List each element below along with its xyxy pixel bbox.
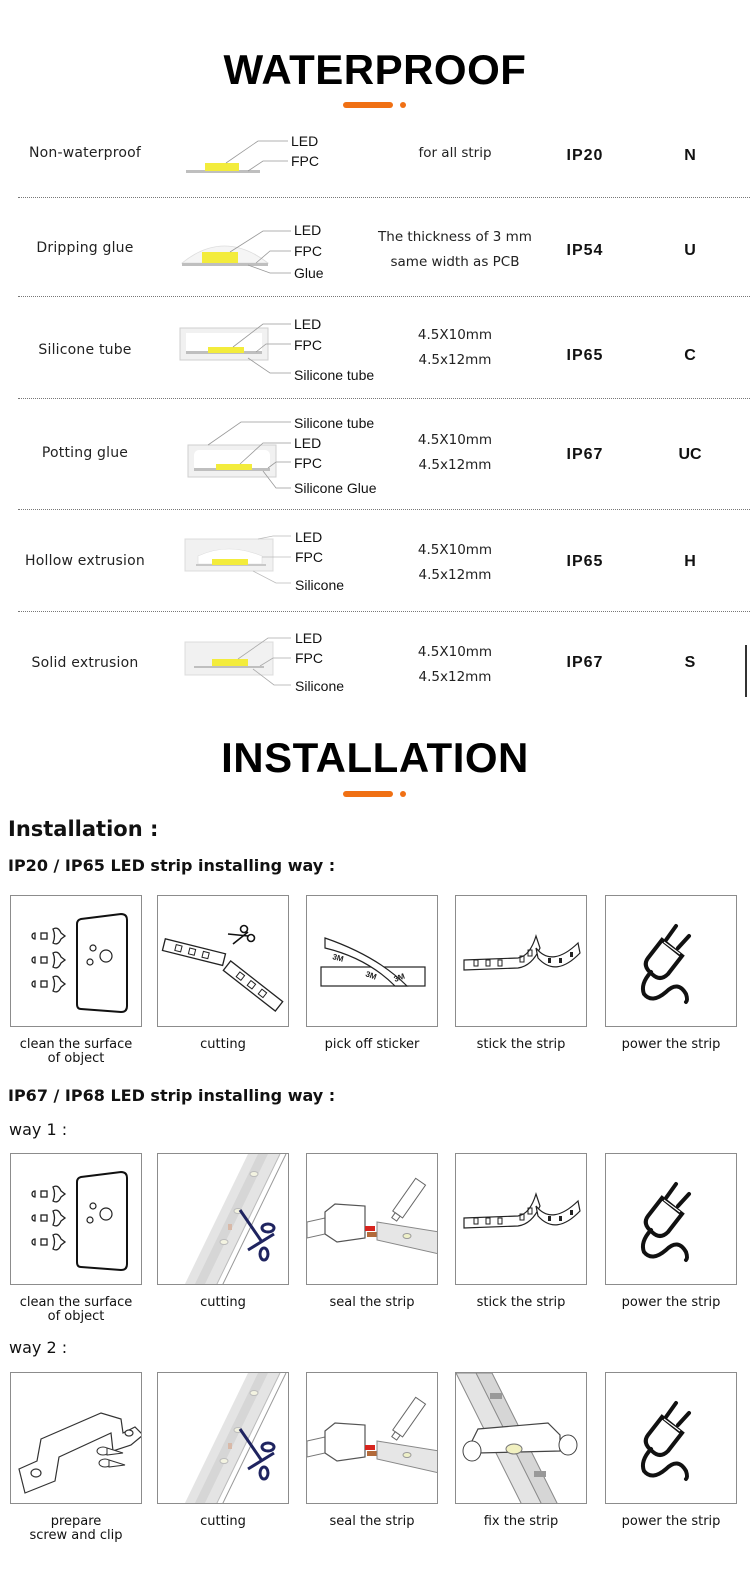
waterproof-row-hollow-extrusion	[0, 522, 750, 602]
seal-strip-icon	[307, 1154, 438, 1285]
row-description: 4.5X10mm 4.5x12mm	[417, 327, 493, 368]
part-label: Silicone Glue	[294, 480, 377, 496]
ip-rating: IP67	[566, 654, 604, 671]
row-label: Solid extrusion	[31, 655, 139, 671]
part-label: LED	[294, 316, 322, 332]
led-cross-section-diagram	[178, 215, 388, 290]
row-divider	[18, 296, 750, 297]
dripping-glue-diagram-icon	[178, 215, 388, 290]
power-plug-icon	[606, 1154, 737, 1285]
ip-rating: IP54	[566, 242, 604, 259]
part-label: LED	[294, 222, 322, 238]
ip-code: N	[684, 147, 696, 164]
part-label: FPC	[294, 337, 322, 353]
step-caption: seal the strip	[329, 1295, 415, 1310]
ip-code: C	[684, 347, 696, 364]
part-label: Silicone	[295, 577, 345, 593]
row-label: Silicone tube	[38, 342, 132, 358]
part-label: LED	[294, 435, 322, 451]
step-caption: fix the strip	[483, 1514, 559, 1529]
solid-extrusion-diagram-icon	[178, 625, 388, 700]
pick-off-sticker-icon	[307, 896, 438, 1027]
ip67-ip68-heading: IP67 / IP68 LED strip installing way :	[8, 1086, 336, 1105]
row-description: 4.5X10mm 4.5x12mm	[417, 432, 493, 473]
step-caption: cutting	[200, 1514, 246, 1529]
part-label: FPC	[291, 153, 319, 169]
part-label: LED	[295, 630, 323, 646]
part-label: LED	[295, 529, 323, 545]
seal-strip-icon	[307, 1373, 438, 1504]
step-caption: clean the surface of object	[19, 1037, 133, 1066]
row-label: Hollow extrusion	[25, 553, 145, 569]
ip-code: H	[684, 553, 696, 570]
ip-code: S	[684, 654, 696, 671]
ip-rating: IP67	[566, 446, 604, 463]
step-caption: power the strip	[621, 1037, 721, 1052]
step-caption: stick the strip	[476, 1295, 566, 1310]
waterproof-row-silicone-tube	[0, 310, 750, 390]
cutting-strip-icon	[158, 896, 289, 1027]
led-cross-section-diagram	[178, 310, 388, 390]
led-cross-section-diagram	[178, 522, 388, 602]
waterproof-row-dripping-glue	[0, 215, 750, 290]
part-label: FPC	[294, 455, 322, 471]
row-divider	[18, 398, 750, 399]
led-cross-section-diagram	[178, 125, 388, 185]
way-2-label: way 2 :	[9, 1338, 68, 1357]
way-1-label: way 1 :	[9, 1120, 68, 1139]
row-divider	[18, 509, 750, 510]
waterproof-row-potting-glue	[0, 410, 750, 500]
part-label: FPC	[295, 549, 323, 565]
step-caption: cutting	[200, 1295, 246, 1310]
stick-strip-icon	[456, 1154, 587, 1285]
part-label: FPC	[294, 243, 322, 259]
part-label: Silicone tube	[294, 415, 375, 431]
ip-rating: IP20	[566, 147, 604, 164]
ip-code: U	[684, 242, 696, 259]
led-cross-section-diagram	[178, 410, 388, 500]
power-plug-icon	[606, 1373, 737, 1504]
led-cross-section-diagram	[178, 625, 388, 700]
row-description: for all strip	[418, 145, 492, 161]
row-label: Dripping glue	[36, 240, 134, 256]
waterproof-row-solid-extrusion	[0, 625, 750, 700]
waterproof-title: WATERPROOF	[223, 46, 527, 93]
step-caption: prepare screw and clip	[29, 1514, 123, 1543]
screw-clip-icon	[11, 1373, 142, 1504]
ip-rating: IP65	[566, 553, 604, 570]
row-label: Non-waterproof	[28, 145, 142, 161]
power-plug-icon	[606, 896, 737, 1027]
hollow-extrusion-diagram-icon	[178, 522, 388, 602]
step-caption: seal the strip	[329, 1514, 415, 1529]
part-label: Silicone tube	[294, 367, 375, 383]
row-label: Potting glue	[41, 445, 129, 461]
clean-surface-icon	[11, 896, 142, 1027]
part-label: LED	[291, 133, 319, 149]
cutting-tube-icon	[158, 1154, 289, 1285]
step-caption: cutting	[200, 1037, 246, 1052]
ip-code: UC	[678, 446, 702, 463]
step-caption: pick off sticker	[324, 1037, 420, 1052]
installation-heading: Installation :	[8, 817, 159, 841]
installation-title: INSTALLATION	[221, 734, 529, 781]
step-caption: power the strip	[621, 1295, 721, 1310]
row-description: 4.5X10mm 4.5x12mm	[417, 542, 493, 583]
ip-rating: IP65	[566, 347, 604, 364]
row-description: 4.5X10mm 4.5x12mm	[417, 644, 493, 685]
ip20-ip65-heading: IP20 / IP65 LED strip installing way :	[8, 856, 336, 875]
clean-surface-icon	[11, 1154, 142, 1285]
part-label: FPC	[295, 650, 323, 666]
step-caption: stick the strip	[476, 1037, 566, 1052]
edge-mark-line	[745, 645, 747, 697]
row-description: The thickness of 3 mm same width as PCB	[378, 229, 532, 270]
step-caption: power the strip	[621, 1514, 721, 1529]
row-divider	[18, 611, 750, 612]
part-label: Glue	[294, 265, 324, 281]
waterproof-row-non-waterproof	[0, 125, 750, 195]
step-caption: clean the surface of object	[19, 1295, 133, 1324]
cutting-tube-icon	[158, 1373, 289, 1504]
row-divider	[18, 197, 750, 198]
fix-strip-icon	[456, 1373, 587, 1504]
stick-strip-icon	[456, 896, 587, 1027]
part-label: Silicone	[295, 678, 345, 694]
non-waterproof-diagram-icon	[178, 125, 388, 185]
